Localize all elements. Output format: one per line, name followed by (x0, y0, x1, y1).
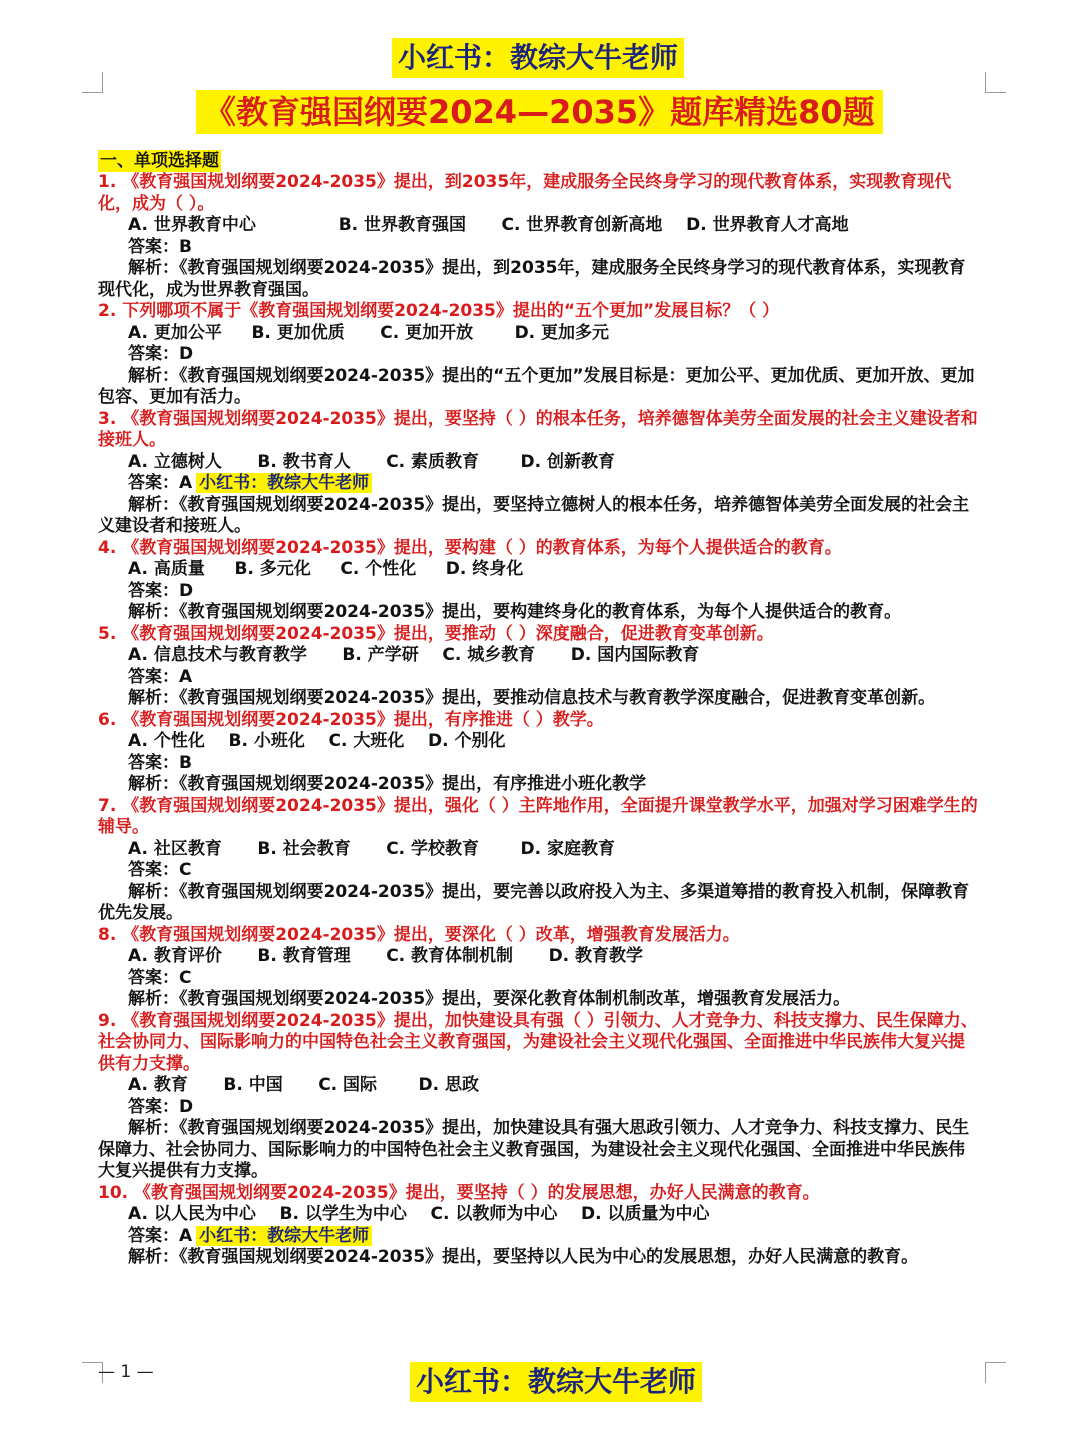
question-text: 7. 《教育强国规划纲要2024-2035》提出，强化（ ）主阵地作用，全面提升课堂教学水平，加强对学习困难学生的辅导。 (98, 795, 978, 837)
question-options: A. 社区教育 B. 社会教育 C. 学校教育 D. 家庭教育 (128, 838, 615, 859)
explanation-text: 解析：《教育强国规划纲要2024-2035》提出，要完善以政府投入为主、多渠道筹措的教育投入机制，保障教育优先发展。 (98, 881, 970, 923)
question-item (98, 796, 978, 925)
question-text: 1. 《教育强国规划纲要2024-2035》提出，到2035年，建成服务全民终身学习的现代教育体系，实现教育现代化，成为（ ）。 (98, 172, 952, 214)
explanation-text: 解析：《教育强国规划纲要2024-2035》提出，要推动信息技术与教育教学深度融合，促进教育变革创新。 (128, 688, 936, 708)
crop-mark-top-right (985, 72, 1006, 93)
question-options: A. 教育评价 B. 教育管理 C. 教育体制机制 D. 教育教学 (128, 946, 644, 966)
question-options: A. 以人民为中心 B. 以学生为中心 C. 以教师为中心 D. 以质量为中心 (128, 1204, 710, 1224)
question-text: 9. 《教育强国规划纲要2024-2035》提出，加快建设具有强（ ）引领力、人才竞争力、科技支撑力、民生保障力、社会协同力、国际影响力的中国特色社会主义教育强国，为建设社会主义现代化强国、全面推进中华民族伟大复兴提供有力支撑。 (98, 1010, 978, 1074)
explanation-text: 解析：《教育强国规划纲要2024-2035》提出，加快建设具有强大思政引领力、人才竞争力、科技支撑力、民生保障力、社会协同力、国际影响力的中国特色社会主义教育强国，为建设社会主义现代化强国、全面推进中华民族伟大复兴提供有力支撑。 (98, 1118, 970, 1181)
question-item (98, 1183, 978, 1269)
question-item (98, 409, 978, 538)
question-options: A. 更加公平 B. 更加优质 C. 更加开放 D. 更加多元 (128, 322, 610, 343)
answer-text: 答案：C (128, 860, 192, 880)
answer-text: 答案：A (128, 666, 193, 687)
question-item (98, 710, 978, 796)
explanation-text: 解析：《教育强国规划纲要2024-2035》提出，要坚持立德树人的根本任务，培养德智体美劳全面发展的社会主义建设者和接班人。 (98, 494, 970, 536)
answer-text: 答案：C (128, 967, 192, 988)
question-text: 4. 《教育强国规划纲要2024-2035》提出，要构建（ ）的教育体系，为每个人提供适合的教育。 (98, 537, 842, 558)
crop-mark-top-left (82, 72, 103, 93)
question-item (98, 172, 978, 301)
question-options: A. 世界教育中心 B. 世界教育强国 C. 世界教育创新高地 D. 世界教育人才高地 (128, 215, 849, 235)
inline-watermark: 小红书：教综大牛老师 (196, 1226, 372, 1246)
question-item (98, 301, 978, 409)
answer-line (98, 860, 978, 882)
answer-text: 答案：A (128, 473, 193, 493)
answer-line (98, 1226, 978, 1248)
answer-text: 答案：D (128, 1096, 194, 1117)
page-title: 《教育强国纲要2024—2035》题库精选80题 (196, 90, 883, 134)
question-text: 2. 下列哪项不属于《教育强国规划纲要2024-2035》提出的“五个更加”发展目标？（ ） (98, 301, 780, 321)
explanation-text: 解析：《教育强国规划纲要2024-2035》提出的“五个更加”发展目标是：更加公平、更加优质、更加开放、更加包容、更加有活力。 (98, 365, 975, 407)
answer-text: 答案：D (128, 344, 194, 364)
answer-line (98, 667, 978, 689)
explanation-text: 解析：《教育强国规划纲要2024-2035》提出，到2035年，建成服务全民终身学习的现代教育体系，实现教育现代化，成为世界教育强国。 (98, 258, 966, 300)
question-item (98, 925, 978, 1011)
answer-text: 答案：B (128, 752, 192, 773)
question-text: 10. 《教育强国规划纲要2024-2035》提出，要坚持（ ）的发展思想，办好人民满意的教育。 (98, 1182, 820, 1203)
question-options: A. 立德树人 B. 教书育人 C. 素质教育 D. 创新教育 (128, 451, 615, 472)
question-options: A. 高质量 B. 多元化 C. 个性化 D. 终身化 (128, 559, 524, 579)
inline-watermark: 小红书：教综大牛老师 (196, 473, 372, 493)
explanation-text: 解析：《教育强国规划纲要2024-2035》提出，要坚持以人民为中心的发展思想，办好人民满意的教育。 (128, 1247, 919, 1267)
question-text: 3. 《教育强国规划纲要2024-2035》提出，要坚持（ ）的根本任务，培养德智体美劳全面发展的社会主义建设者和接班人。 (98, 408, 978, 450)
section-heading: 一、单项选择题 (100, 151, 219, 171)
answer-line (98, 473, 978, 495)
answer-line (98, 237, 978, 259)
explanation-text: 解析：《教育强国规划纲要2024-2035》提出，要构建终身化的教育体系，为每个人提供适合的教育。 (128, 602, 902, 622)
answer-text: 答案：B (128, 236, 192, 257)
footer-watermark: 小红书：教综大牛老师 (410, 1362, 702, 1402)
crop-mark-bottom-right (985, 1362, 1006, 1383)
question-text: 8. 《教育强国规划纲要2024-2035》提出，要深化（ ）改革，增强教育发展活力。 (98, 924, 740, 945)
answer-line (98, 1097, 978, 1119)
explanation-text: 解析：《教育强国规划纲要2024-2035》提出，要深化教育体制机制改革，增强教育发展活力。 (128, 989, 851, 1009)
answer-text: 答案：D (128, 580, 194, 601)
answer-line (98, 968, 978, 990)
answer-text: 答案：A (128, 1225, 193, 1246)
question-list (98, 150, 978, 1269)
question-options: A. 教育 B. 中国 C. 国际 D. 思政 (128, 1075, 479, 1095)
question-item (98, 624, 978, 710)
question-item (98, 538, 978, 624)
question-text: 6. 《教育强国规划纲要2024-2035》提出，有序推进（ ）教学。 (98, 709, 604, 730)
question-options: A. 信息技术与教育教学 B. 产学研 C. 城乡教育 D. 国内国际教育 (128, 645, 700, 665)
answer-line (98, 581, 978, 603)
question-options: A. 个性化 B. 小班化 C. 大班化 D. 个别化 (128, 731, 506, 751)
question-item (98, 1011, 978, 1183)
answer-line (98, 753, 978, 775)
explanation-text: 解析：《教育强国规划纲要2024-2035》提出，有序推进小班化教学 (128, 774, 647, 794)
answer-line (98, 344, 978, 366)
question-text: 5. 《教育强国规划纲要2024-2035》提出，要推动（ ）深度融合，促进教育变革创新。 (98, 623, 774, 644)
header-watermark: 小红书：教综大牛老师 (392, 38, 684, 78)
page-number: — 1 — (98, 1362, 154, 1382)
